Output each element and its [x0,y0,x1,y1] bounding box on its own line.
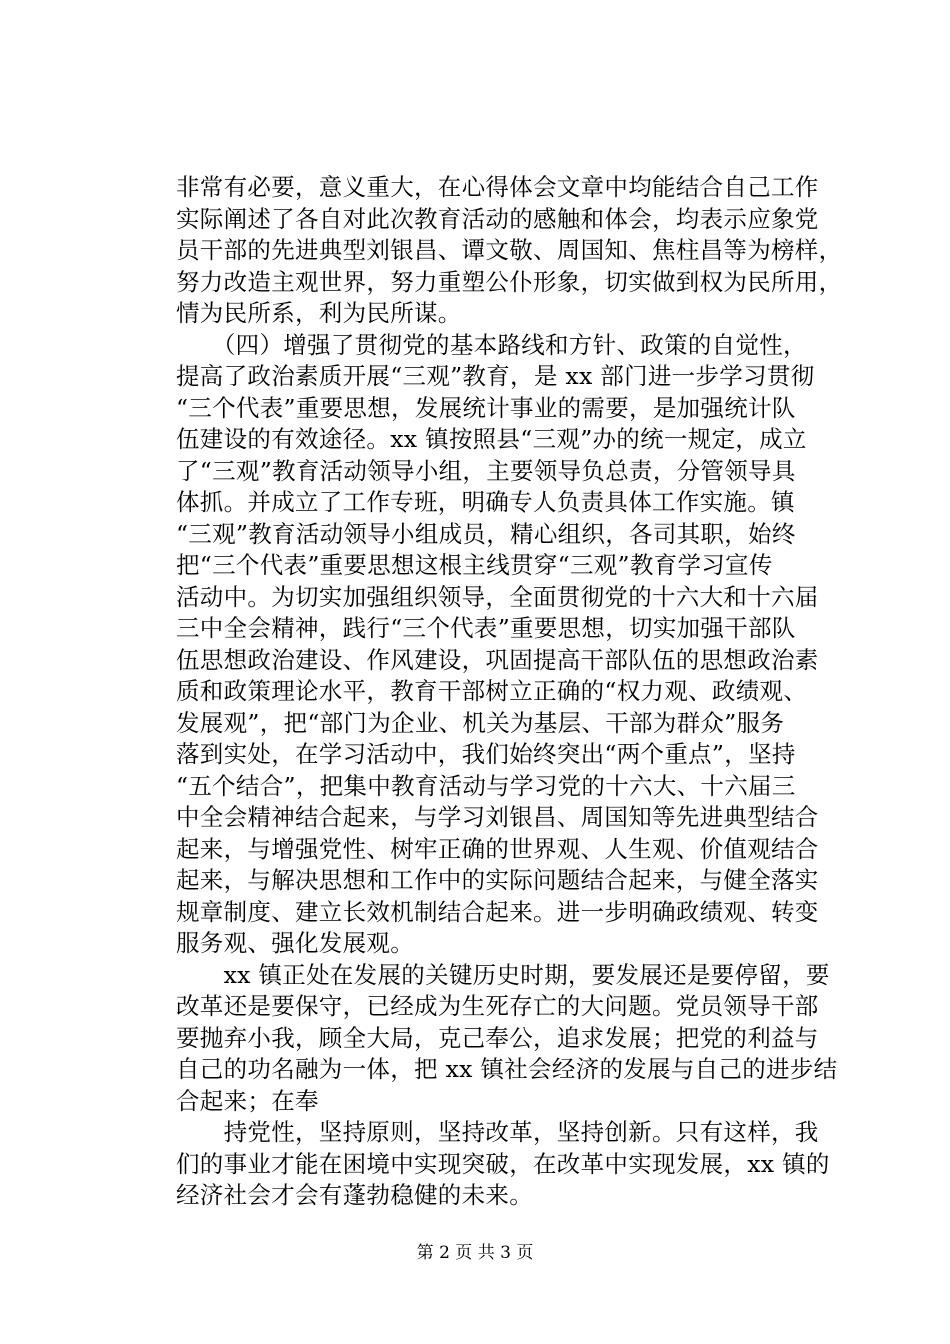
text-line: 伍思想政治建设、作风建设，巩固提高干部队伍的思想政治素 [176,645,819,674]
text-line: 体抓。并成立了工作专班，明确专人负责具体工作实施。镇 [176,488,795,516]
body-text [176,172,843,1212]
text-line: 们的事业才能在困境中实现突破，在改革中实现发展，xx 镇的 [176,1149,830,1178]
page-footer: 第 2 页 共 3 页 [416,1243,534,1263]
text-line: 员干部的先进典型刘银昌、谭文敬、周国知、焦柱昌等为榜样， [176,236,843,264]
text-line: 中全会精神结合起来，与学习刘银昌、周国知等先进典型结合 [176,803,819,831]
text-line: 情为民所系，利为民所谋。 [176,299,462,327]
text-line: 起来，与增强党性、树牢正确的世界观、人生观、价值观结合 [176,834,819,863]
text-line: 改革还是要保守，已经成为生死存亡的大问题。党员领导干部 [176,992,819,1020]
text-line: 规章制度、建立长效机制结合起来。进一步明确政绩观、转变 [176,897,819,926]
text-line: “三观”教育活动领导小组成员，精心组织，各司其职，始终 [176,519,796,548]
text-line: 合起来；在奉 [176,1086,319,1115]
text-line: 非常有必要，意义重大，在心得体会文章中均能结合自己工作 [176,173,819,201]
text-line: 实际阐述了各自对此次教育活动的感触和体会，均表示应象党 [176,204,819,233]
text-line: 自己的功名融为一体，把 xx 镇社会经济的发展与自己的进步结 [176,1055,838,1083]
text-line: 把“三个代表”重要思想这根主线贯穿“三观”教育学习宣传 [176,551,773,579]
text-line: 服务观、强化发展观。 [176,929,414,957]
text-line: 了“三观”教育活动领导小组，主要领导负总责，分管领导具 [176,456,796,485]
text-line: 活动中。为切实加强组织领导，全面贯彻党的十六大和十六届 [176,582,819,611]
text-line: 起来，与解决思想和工作中的实际问题结合起来，与健全落实 [176,866,819,894]
text-line: “五个结合”，把集中教育活动与学习党的十六大、十六届三 [176,771,796,800]
text-line: 质和政策理论水平，教育干部树立正确的“权力观、政绩观、 [176,677,808,705]
text-line: 落到实处，在学习活动中，我们始终突出“两个重点”，坚持 [176,740,796,768]
text-line: “三个代表”重要思想，发展统计事业的需要，是加强统计队 [176,393,796,422]
text-line: （四）增强了贯彻党的基本路线和方针、政策的自觉性， [176,330,807,359]
text-line: 提高了政治素质开展“三观”教育，是 xx 部门进一步学习贯彻 [176,362,815,390]
text-line: 三中全会精神，践行“三个代表”重要思想，切实加强干部队 [176,614,796,642]
text-line: 经济社会才会有蓬勃稳健的未来。 [176,1181,533,1209]
text-line: 要抛弃小我，顾全大局，克己奉公，追求发展；把党的利益与 [176,1023,819,1052]
text-line: 伍建设的有效途径。xx 镇按照县“三观”办的统一规定，成立 [176,425,807,453]
text-line: 发展观”，把“部门为企业、机关为基层、干部为群众”服务 [176,708,785,737]
text-line: 持党性，坚持原则，坚持改革，坚持创新。只有这样，我 [176,1118,819,1146]
text-line: xx 镇正处在发展的关键历史时期，要发展还是要停留，要 [176,960,830,989]
text-line: 努力改造主观世界，努力重塑公仆形象，切实做到权为民所用， [176,267,843,296]
